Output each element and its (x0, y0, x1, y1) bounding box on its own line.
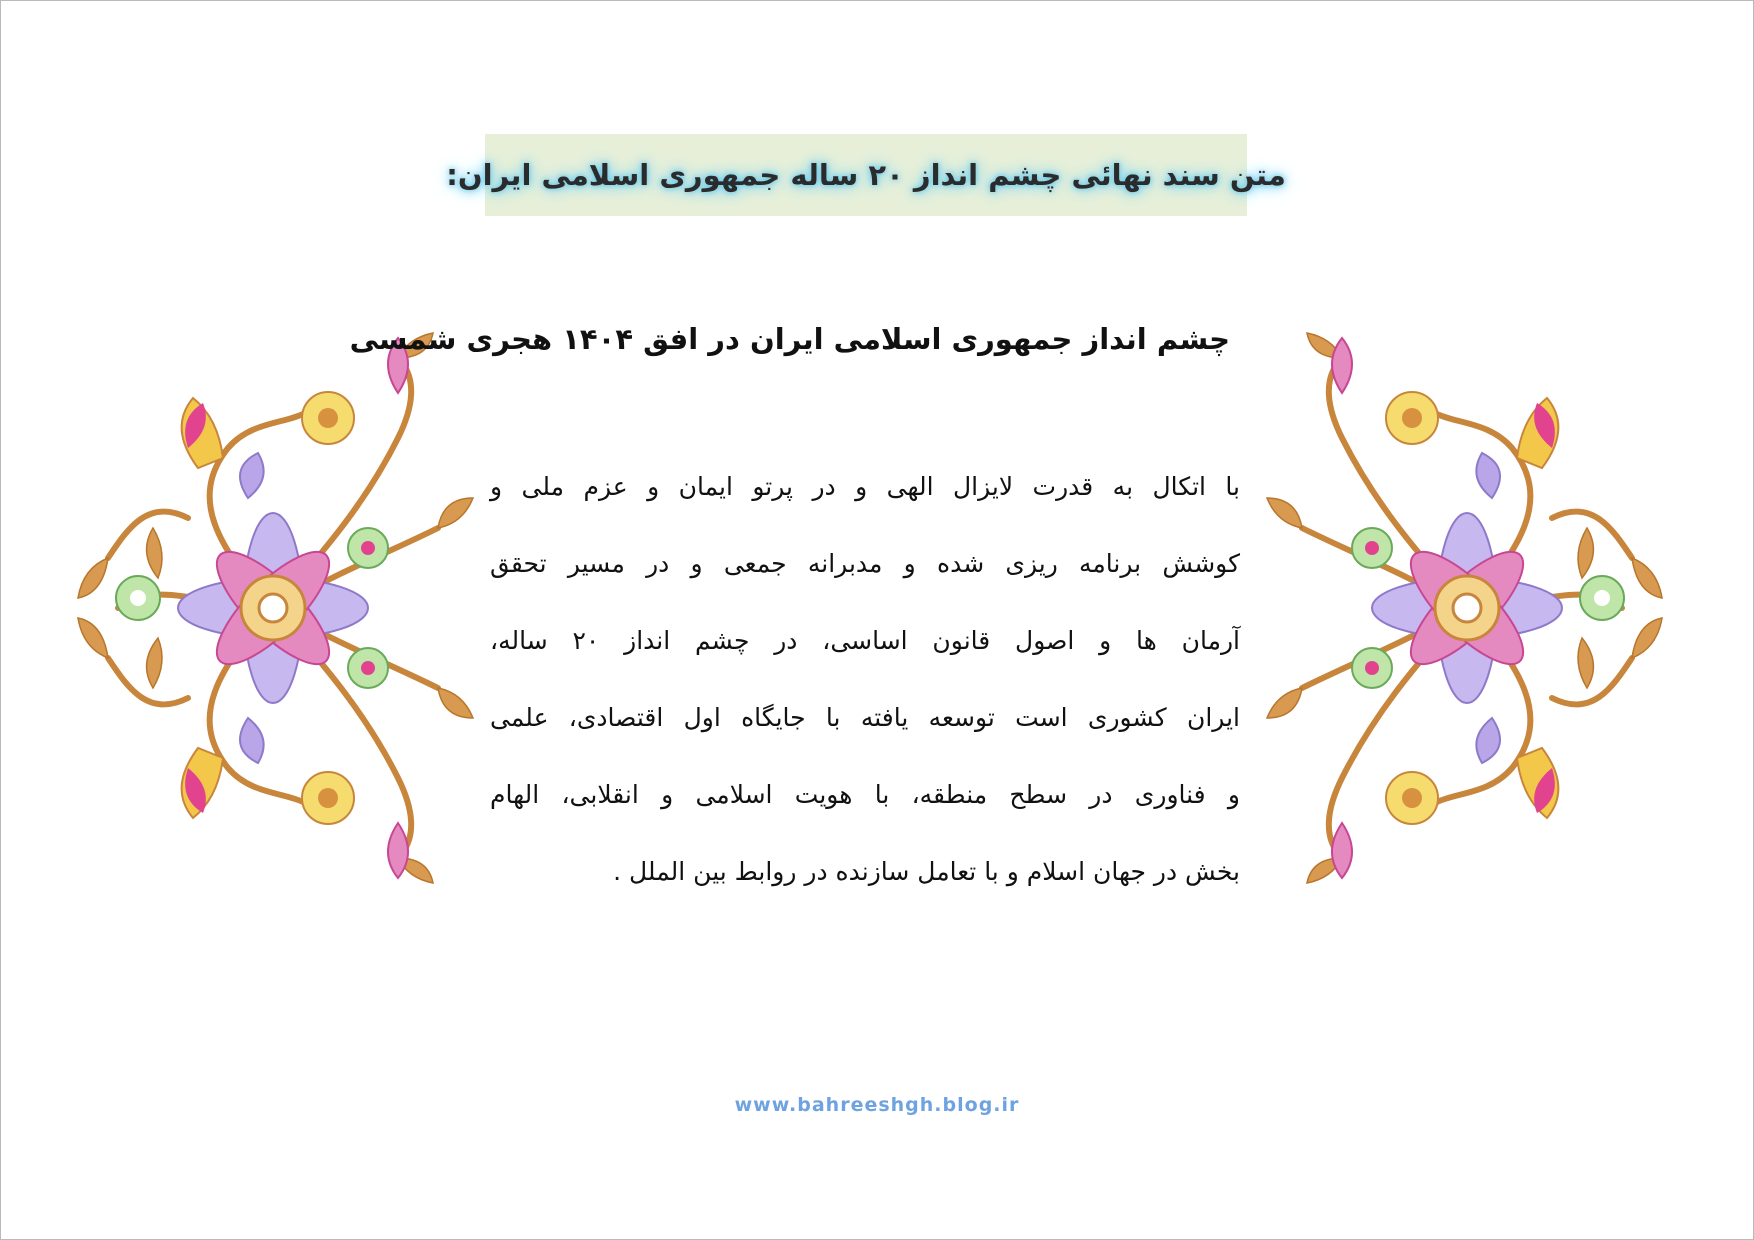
paragraph-line: آرمان ها و اصول قانون اساسی، در چشم انداز ۲۰ ساله، (490, 626, 1241, 655)
ornament-center-flower (178, 513, 368, 703)
floral-arabesque-icon (68, 318, 478, 893)
paragraph-line: و فناوری در سطح منطقه، با هویت اسلامی و انقلابی، الهام (490, 780, 1240, 809)
document-title: متن سند نهائی چشم انداز ۲۰ ساله جمهوری اسلامی ایران: (446, 158, 1286, 192)
title-banner (446, 134, 1286, 216)
floral-arabesque-icon (1262, 318, 1672, 893)
paragraph-line: با اتکال به قدرت لایزال الهی و در پرتو ایمان و عزم ملی و (490, 472, 1240, 501)
vision-paragraph (490, 448, 1240, 910)
footer-website-link[interactable]: www.bahreeshgh.blog.ir (734, 1094, 1020, 1116)
paragraph-line: ایران کشوری است توسعه یافته با جایگاه اول اقتصادی، علمی (490, 703, 1240, 732)
document-subtitle: چشم انداز جمهوری اسلامی ایران در افق ۱۴۰۴ هجری شمسی (349, 322, 1230, 356)
paragraph-line: بخش در جهان اسلام و با تعامل سازنده در روابط بین الملل . (613, 857, 1240, 886)
paragraph-line: کوشش برنامه ریزی شده و مدبرانه جمعی و در مسیر تحقق (490, 549, 1240, 578)
